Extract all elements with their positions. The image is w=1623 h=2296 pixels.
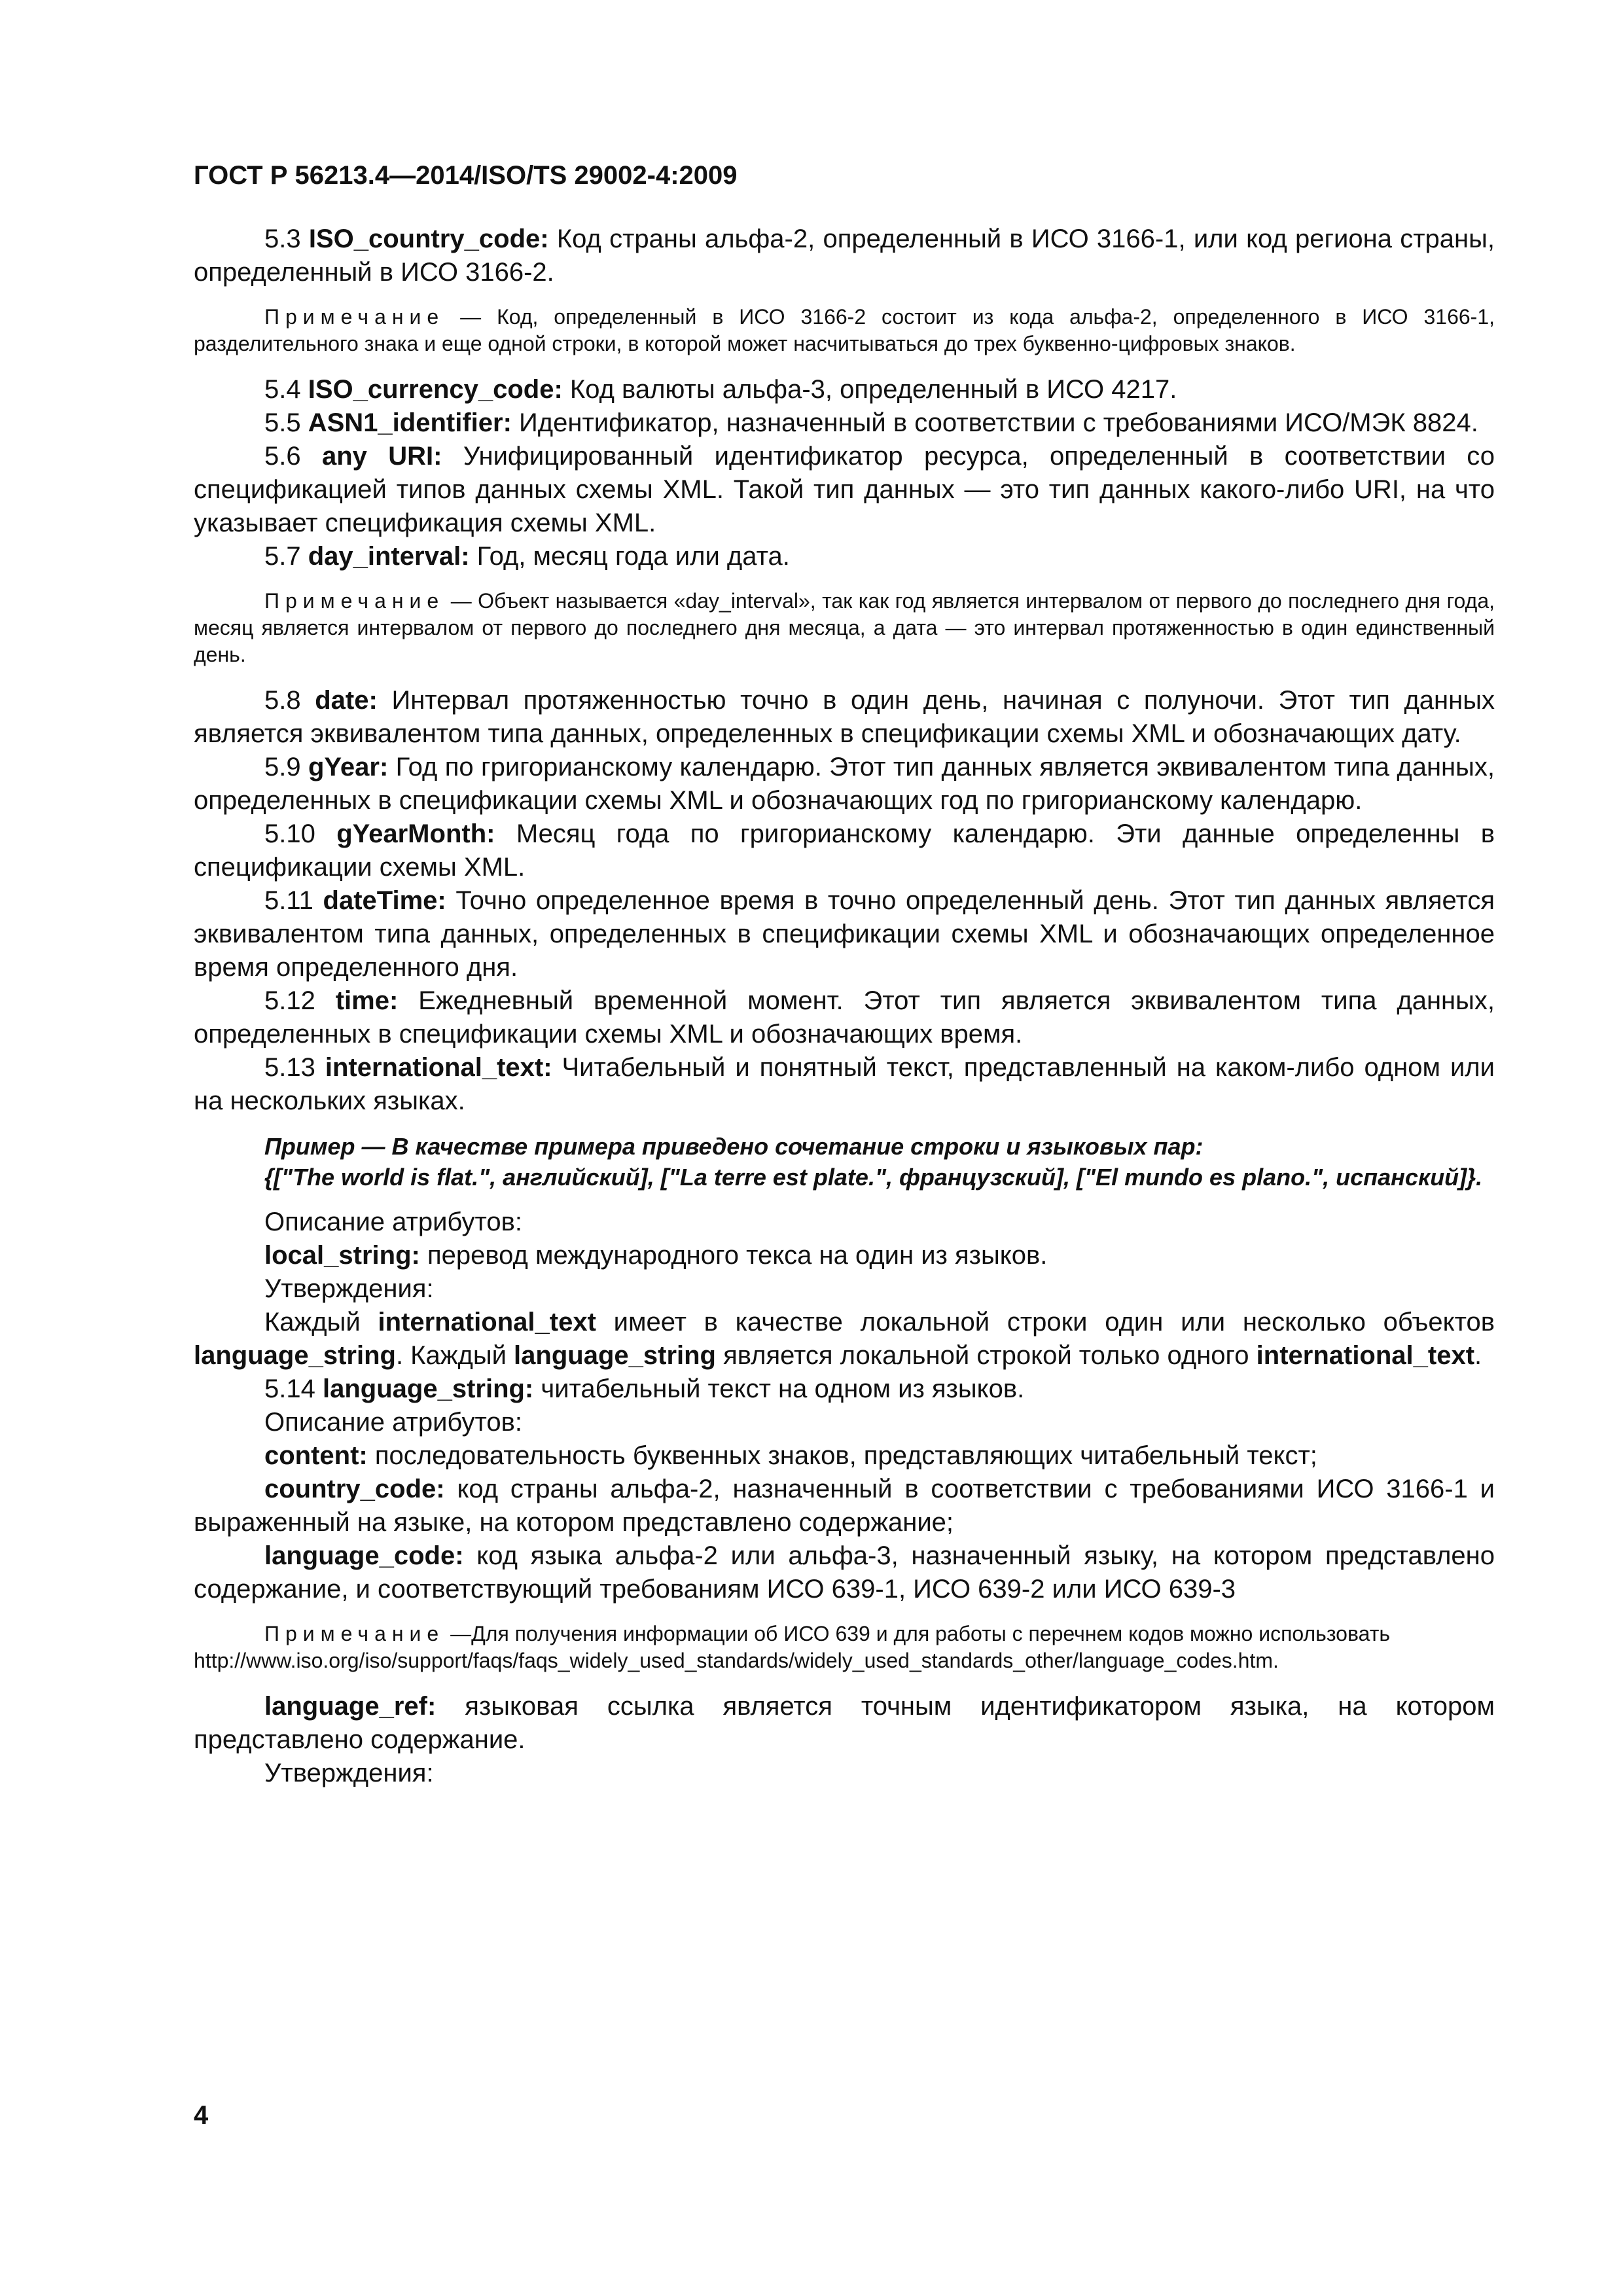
note-1 [194, 304, 1495, 357]
clause-number: 5.4 [264, 375, 301, 404]
assertion-term: language_string [194, 1341, 396, 1370]
clause-term: time: [335, 986, 399, 1015]
note-label: Примечание [264, 1622, 445, 1645]
clause-5-14 [194, 1372, 1495, 1406]
clause-number: 5.6 [264, 442, 301, 471]
example-intro: Пример — В качестве примера приведено сочетание строки и языковых пар: [264, 1133, 1204, 1160]
note-text: — Код, определенный в ИСО 3166-2 состоит из кода альфа-2, определенного в ИСО 3166-1, разделительного знака и еще одной строки, в которой может насчитываться до трех буквенно-цифровых знаков. [194, 305, 1495, 355]
clause-number: 5.9 [264, 753, 301, 781]
clause-number: 5.11 [264, 886, 313, 915]
attributes-label: Описание атрибутов: [264, 1208, 522, 1236]
attribute-content [194, 1439, 1495, 1473]
clause-term: ISO_currency_code: [308, 375, 563, 404]
note-2 [194, 588, 1495, 668]
attribute-local-string [194, 1239, 1495, 1272]
clause-text: Точно определенное время в точно определенный день. Этот тип данных является эквивалентом типа данных, определенных в спецификации схемы XML и обозначающих определенное время определенного дня. [194, 886, 1495, 982]
clause-5-6 [194, 440, 1495, 540]
assertion-international-text [194, 1306, 1495, 1372]
clause-text: Месяц года по григорианскому календарю. Эти данные определенны в спецификации схемы XML. [194, 819, 1495, 882]
attribute-term: country_code: [264, 1475, 445, 1503]
clause-term: gYear: [308, 753, 389, 781]
assertion-part: Каждый [264, 1308, 361, 1336]
clause-text: Читабельный и понятный текст, представленный на каком-либо одном или на нескольких языках. [194, 1053, 1495, 1115]
clause-term: day_interval: [308, 542, 470, 571]
attributes-label: Описание атрибутов: [264, 1408, 522, 1437]
clause-text: Код страны альфа-2, определенный в ИСО 3166-1, или код региона страны, определенный в ИСО 3166-2. [194, 224, 1495, 287]
attribute-term: language_ref: [264, 1692, 437, 1721]
clause-number: 5.5 [264, 408, 301, 437]
document-body [194, 223, 1495, 1790]
clause-term: gYearMonth: [336, 819, 495, 848]
clause-5-13 [194, 1051, 1495, 1118]
clause-term: language_string: [322, 1374, 534, 1403]
note-text: —Для получения информации об ИСО 639 и для работы с перечнем кодов можно использовать [450, 1622, 1391, 1645]
note-3 [194, 1621, 1495, 1674]
assertion-term: international_text [378, 1308, 596, 1336]
clause-text: Год по григорианскому календарю. Этот тип данных является эквивалентом типа данных, определенных в спецификации схемы XML и обозначающих год по григорианскому календарю. [194, 753, 1495, 815]
assertion-part: . Каждый [395, 1341, 507, 1370]
clause-term: dateTime: [323, 886, 446, 915]
clause-number: 5.7 [264, 542, 301, 571]
clause-text: Год, месяц года или дата. [476, 542, 790, 571]
attribute-text: код языка альфа-2 или альфа-3, назначенный языку, на котором представлено содержание, и соответствующий требованиям ИСО 639-1, ИСО 639-2 или ИСО 639-3 [194, 1541, 1495, 1604]
clause-term: ISO_country_code: [308, 224, 549, 253]
clause-5-5 [194, 406, 1495, 440]
assertion-part: является локальной строкой только одного [723, 1341, 1249, 1370]
clause-text: Ежедневный временной момент. Этот тип является эквивалентом типа данных, определенных в спецификации схемы XML и обозначающих время. [194, 986, 1495, 1049]
clause-term: date: [315, 686, 378, 715]
assertion-term: language_string [514, 1341, 716, 1370]
assertions-label: Утверждения: [264, 1759, 434, 1787]
assertion-part: . [1474, 1341, 1482, 1370]
clause-5-11 [194, 884, 1495, 984]
clause-text: читабельный текст на одном из языков. [541, 1374, 1025, 1403]
clause-term: international_text: [325, 1053, 552, 1082]
clause-number: 5.14 [264, 1374, 315, 1403]
note-label: Примечание [264, 305, 445, 329]
attribute-term: content: [264, 1441, 368, 1470]
clause-5-12 [194, 984, 1495, 1051]
attribute-text: код страны альфа-2, назначенный в соответствии с требованиями ИСО 3166-1 и выраженный на языке, на котором представлено содержание; [194, 1475, 1495, 1537]
note-url: http://www.iso.org/iso/support/faqs/faqs_widely_used_standards/widely_used_standards_other/language_codes.htm. [194, 1649, 1279, 1672]
assertion-part: имеет в качестве локальной строки один или несколько объектов [613, 1308, 1495, 1336]
note-text: — Объект называется «day_interval», так как год является интервалом от первого до последнего дня года, месяц является интервалом от первого до последнего дня месяца, а дата — это интервал протяженностью в один единственный день. [194, 589, 1495, 666]
clause-number: 5.10 [264, 819, 315, 848]
clause-number: 5.8 [264, 686, 301, 715]
note-label: Примечание [264, 589, 445, 613]
attribute-term: language_code: [264, 1541, 464, 1570]
assertions-label: Утверждения: [264, 1274, 434, 1303]
clause-text: Идентификатор, назначенный в соответствии с требованиями ИСО/МЭК 8824. [519, 408, 1478, 437]
example-block [194, 1131, 1495, 1193]
clause-number: 5.3 [264, 224, 301, 253]
clause-text: Интервал протяженностью точно в один день, начиная с полуночи. Этот тип данных является эквивалентом типа данных, определенных в спецификации схемы XML и обозначающих дату. [194, 686, 1495, 748]
assertion-term: international_text [1256, 1341, 1475, 1370]
clause-number: 5.12 [264, 986, 315, 1015]
attribute-language-ref [194, 1690, 1495, 1757]
attribute-country-code [194, 1473, 1495, 1539]
clause-text: Унифицированный идентификатор ресурса, определенный в соответствии со спецификацией типов данных схемы XML. Такой тип данных — это тип данных какого-либо URI, на что указывает спецификация схемы XML. [194, 442, 1495, 537]
clause-5-9 [194, 751, 1495, 817]
attribute-text: перевод международного текса на один из языков. [427, 1241, 1048, 1270]
attribute-text: последовательность буквенных знаков, представляющих читабельный текст; [374, 1441, 1317, 1470]
page-number: 4 [194, 2101, 209, 2130]
example-value: {["The world is flat.", английский], ["La terre est plate.", французский], ["El mundo es plano.", испанский]}. [264, 1164, 1483, 1191]
attribute-text: языковая ссылка является точным идентификатором языка, на котором представлено содержание. [194, 1692, 1495, 1754]
clause-term: ASN1_identifier: [308, 408, 512, 437]
attribute-language-code [194, 1539, 1495, 1606]
clause-number: 5.13 [264, 1053, 315, 1082]
clause-5-10 [194, 817, 1495, 884]
clause-term: any URI: [321, 442, 442, 471]
clause-5-4 [194, 373, 1495, 406]
clause-5-7 [194, 540, 1495, 573]
clause-text: Код валюты альфа-3, определенный в ИСО 4217. [569, 375, 1177, 404]
attribute-term: local_string: [264, 1241, 420, 1270]
clause-5-8 [194, 684, 1495, 751]
clause-5-3 [194, 223, 1495, 289]
document-header: ГОСТ Р 56213.4—2014/ISO/TS 29002-4:2009 [194, 161, 738, 190]
